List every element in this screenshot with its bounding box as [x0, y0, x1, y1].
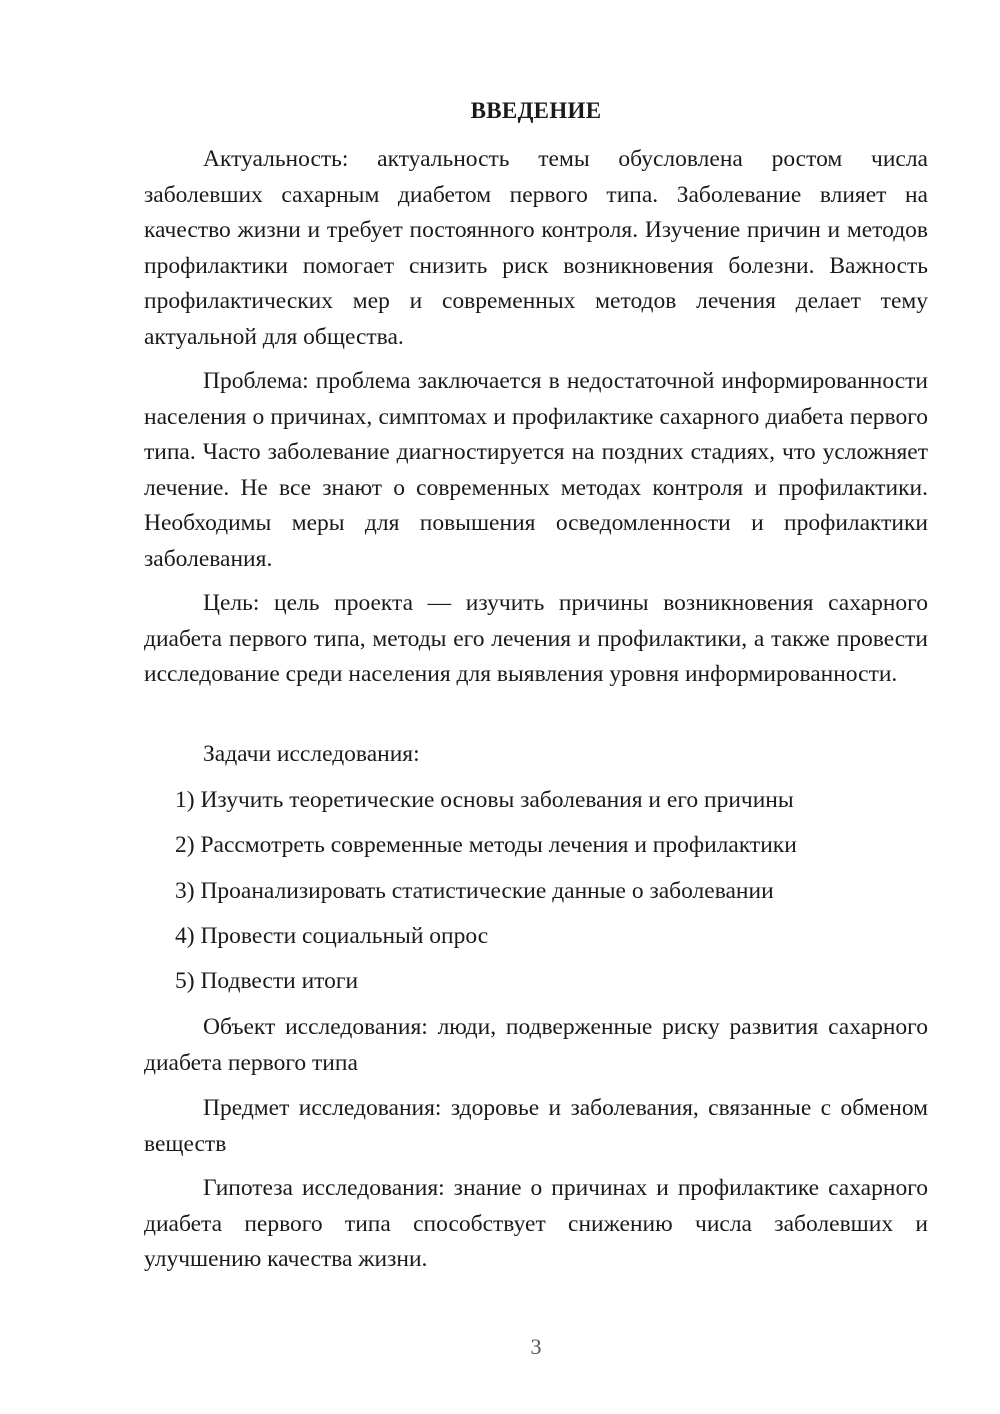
task-item-5: 5) Подвести итоги — [175, 968, 359, 994]
paragraph-actuality: Актуальность: актуальность темы обусловлена ростом числа заболевших сахарным диабетом первого типа. Заболевание влияет на качество жизни и требует постоянного контроля. Изучение причин и методов профилактики помогает снизить риск возникновения болезни. Важность профилактических мер и современных методов лечения делает тему актуальной для общества. — [144, 146, 928, 350]
paragraph-problem: Проблема: проблема заключается в недостаточной информированности населения о причинах, симптомах и профилактике сахарного диабета первого типа. Часто заболевание диагностируется на поздних стадиях, что усложняет лечение. Не все знают о современных методах контроля и профилактики. Необходимы меры для повышения осведомленности и профилактики заболевания. — [144, 368, 928, 572]
page-number: 3 — [530, 1334, 542, 1359]
task-item-2: 2) Рассмотреть современные методы лечения и профилактики — [175, 832, 797, 858]
section-heading: ВВЕДЕНИЕ — [470, 98, 602, 123]
task-item-3: 3) Проанализировать статистические данные о заболевании — [175, 878, 774, 904]
paragraph-goal: Цель: цель проекта — изучить причины возникновения сахарного диабета первого типа, методы его лечения и профилактики, а также провести исследование среди населения для выявления уровня информированности. — [144, 590, 928, 687]
paragraph-object: Объект исследования: люди, подверженные риску развития сахарного диабета первого типа — [144, 1014, 928, 1076]
paragraph-subject: Предмет исследования: здоровье и заболевания, связанные с обменом веществ — [144, 1095, 928, 1157]
paragraph-hypothesis: Гипотеза исследования: знание о причинах и профилактике сахарного диабета первого типа способствует снижению числа заболевших и улучшению качества жизни. — [144, 1175, 928, 1272]
task-item-4: 4) Провести социальный опрос — [175, 923, 489, 949]
paragraph-tasks-title: Задачи исследования: — [203, 741, 420, 767]
task-item-1: 1) Изучить теоретические основы заболевания и его причины — [175, 787, 794, 813]
